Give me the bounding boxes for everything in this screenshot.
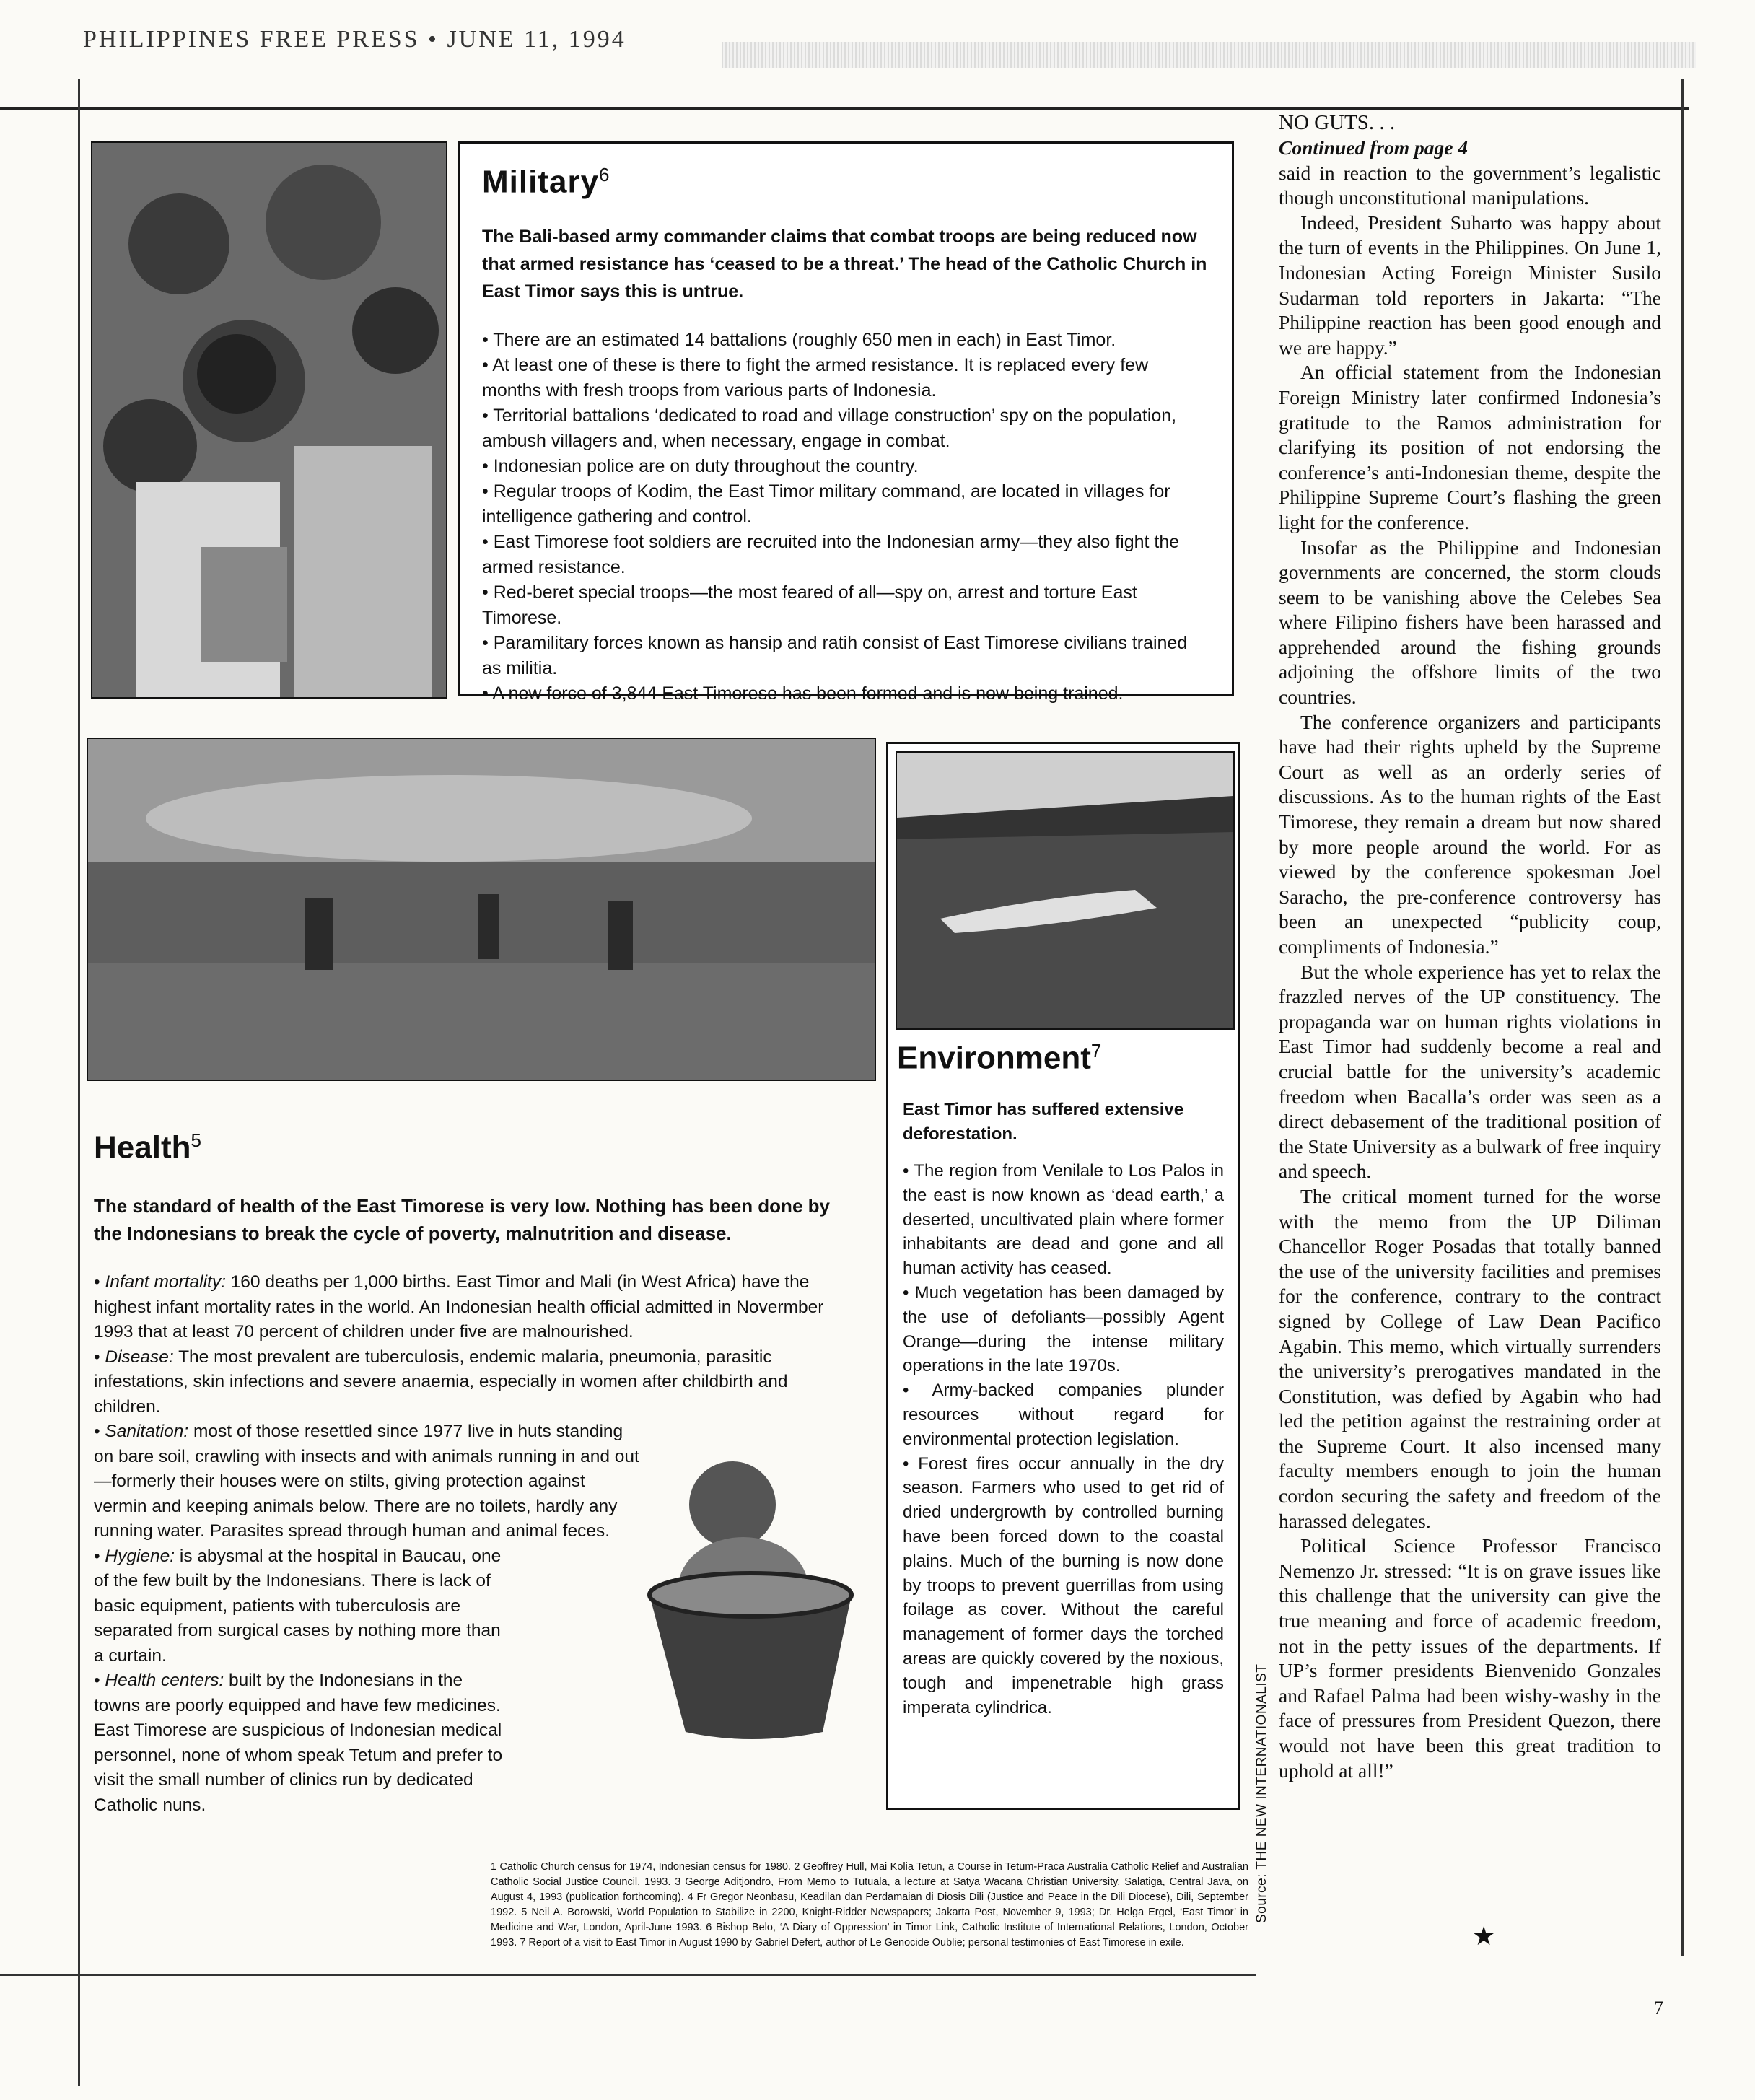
column-continued: Continued from page 4 [1279, 136, 1469, 159]
column-paragraph: An official statement from the Indonesian Foreign Ministry later confirmed Indonesia’s gratitude to the Ramos administration for clarifying its position of not endorsing the conference’s anti-Indonesian theme, despite the Philippine Supreme Court’s flashing the green light for the conference. [1279, 361, 1661, 533]
deforestation-photo [896, 751, 1235, 1030]
military-intro: The Bali-based army commander claims that combat troops are being reduced now that armed resistance has ‘ceased to be a threat.’ The head of the Catholic Church in East Timor says this is untrue. [482, 227, 1207, 302]
health-intro: The standard of health of the East Timorese is very low. Nothing has been done by the Indonesians to break the cycle of poverty, malnutrition and disease. [94, 1195, 830, 1244]
crowd-photo-image [92, 143, 446, 697]
environment-item: • The region from Venilale to Los Palos in the east is now known as ‘dead earth,’ a deserted, uncultivated plain where former inhabitants are dead and gone and all human activity has ceased. [903, 1161, 1224, 1279]
military-box [458, 141, 1234, 704]
source-credit: Source: THE NEW INTERNATIONALIST [1254, 1663, 1269, 1923]
column-paragraph: said in reaction to the government’s legalistic though unconstitutional manipulations. [1279, 161, 1661, 209]
environment-item: • Army-backed companies plunder resources without regard for environmental protection legislation. [903, 1381, 1224, 1449]
bottom-rule [0, 1974, 1256, 1976]
health-item: • Health centers: built by the Indonesians in the towns are poorly equipped and have few medicines. East Timorese are suspicious of Indonesian medical personnel, none of whom speak Tetum and prefer to visit the small number of clinics run by dedicated Catholic nuns. [94, 1671, 503, 1815]
column-heading: NO GUTS. . . [1279, 111, 1396, 134]
column-paragraph: Insofar as the Philippine and Indonesian governments are concerned, the storm clouds seem to be vanishing above the Celebes Sea where Filipino fishers have been harassed and apprehended around the fishing grounds adjoining the offshore limits of the two countries. [1279, 535, 1661, 709]
military-item: • East Timorese foot soldiers are recruited into the Indonesian army—they also fight the armed resistance. [482, 532, 1180, 577]
health-item: • Sanitation: most of those resettled since 1977 live in huts standing on bare soil, crawling with insects and with animals running in and out—formerly their houses were on stilts, giving protection against vermin and keeping animals below. There are no toilets, hardly any running water. Parasites spread through human and animal feces. [94, 1422, 639, 1541]
left-margin-rule [78, 79, 80, 2086]
masthead-text: PHILIPPINES FREE PRESS • JUNE 11, 1994 [83, 26, 626, 53]
environment-list [903, 1159, 1224, 1720]
military-item: • A new force of 3,844 East Timorese has been formed and is now being trained. [482, 683, 1124, 704]
landscape-photo [87, 738, 876, 1081]
landscape-photo-image [88, 739, 875, 1080]
masthead-band [722, 42, 1696, 68]
health-item: • Hygiene: is abysmal at the hospital in Baucau, one of the few built by the Indonesians. There is lack of basic equipment, patients with tuberculosis are separated from surgical cases by nothing more than a curtain. [94, 1546, 502, 1666]
military-item: • Territorial battalions ‘dedicated to road and village construction’ spy on the population, ambush villagers and, when necessary, engage in combat. [482, 406, 1177, 451]
crowd-photo [91, 141, 447, 699]
column-paragraph: But the whole experience has yet to relax the frazzled nerves of the UP constituency. The propaganda war on human rights violations in East Timor had suddenly become a real and crucial battle for the university’s academic freedom when Bacalla’s order was seen as a direct debasement of the traditional position of the State University as a bulwark of free inquiry and speech. [1279, 960, 1661, 1183]
health-item: • Disease: The most prevalent are tuberculosis, endemic malaria, pneumonia, parasitic infestations, skin infections and severe anaemia, especially in women after childbirth and children. [94, 1347, 788, 1417]
child-photo [635, 1451, 873, 1746]
environment-intro: East Timor has suffered extensive deforestation. [903, 1100, 1184, 1144]
environment-box [886, 742, 1240, 1810]
military-title: Military$^6$ [482, 164, 610, 200]
child-photo-image [635, 1451, 873, 1746]
column-paragraph: The conference organizers and participants have had their rights upheld by the Supreme Court as well as an orderly series of discussions. As to the human rights of the East Timorese, they remain a dream but now shared by more people around the world. For as viewed by the conference spokesman Joel Saracho, the pre-conference controversy has been an unexpected “publicity coup, compliments of Indonesia.” [1279, 710, 1661, 958]
military-item: • There are an estimated 14 battalions (roughly 650 men in each) in East Timor. [482, 330, 1116, 350]
right-margin-rule [1681, 79, 1684, 1956]
end-star-icon: ★ [1472, 1921, 1496, 1951]
military-item: • At least one of these is there to fight the armed resistance. It is replaced every few months with fresh troops from various parts of Indonesia. [482, 355, 1149, 401]
page-number: 7 [1654, 1998, 1663, 2018]
footnotes: 1 Catholic Church census for 1974, Indonesian census for 1980. 2 Geoffrey Hull, Mai Kolia Tetun, a Course in Tetum-Praca Australia Catholic Relief and Australian Catholic Social Justice Council, 1993. 3 George Aditjondro, From Memo to Tutuala, a lecture at Satya Wacana Christian University, Salatiga, Central Java, on August 4, 1993 (publication forthcoming). 4 Fr Gregor Neonbasu, Keadilan dan Perdamaian di Diosis Dili (Justice and Peace in the Dili Diocese), Dili, September 1992. 5 Neil A. Borowski, World Population to Stabilize in 2200, Knight-Ridder Newspapers; Jakarta Post, November 9, 1993; Dr. Helga Ergel, ‘East Timor’ in Medicine and War, London, April-June 1993. 6 Bishop Belo, ‘A Diary of Oppression’ in Timor Link, Catholic Institute of International Relations, London, October 1993. 7 Report of a visit to East Timor in August 1990 by Gabriel Defert, author of Le Genocide Oublie; personal testimonies of East Timorese in exile. [491, 1861, 1248, 1948]
military-item: • Regular troops of Kodim, the East Timor military command, are located in villages for intelligence gathering and control. [482, 481, 1170, 527]
military-item: • Indonesian police are on duty throughout the country. [482, 456, 919, 476]
military-item: • Paramilitary forces known as hansip and ratih consist of East Timorese civilians trained as militia. [482, 633, 1188, 678]
environment-item: • Much vegetation has been damaged by the use of defoliants—possibly Agent Orange—during the intense military operations in the late 1970s. [903, 1282, 1224, 1376]
masthead [0, 0, 1755, 79]
military-item: • Red-beret special troops—the most feared of all—spy on, arrest and torture East Timorese. [482, 582, 1137, 628]
environment-item: • Forest fires occur annually in the dry season. Farmers who used to get rid of dried undergrowth by controlled burning have been forced down to the coastal plains. Much of the burning is now done by troops to prevent guerrillas from using foilage as cover. Without the careful management of former days the torched areas are quickly covered by the noxious, tough and impenetrable high grass imperata cylindrica. [903, 1453, 1224, 1718]
environment-title: Environment$^7$ [897, 1040, 1102, 1076]
no-guts-column [1279, 110, 1661, 1783]
column-paragraph: The critical moment turned for the worse with the memo from the UP Diliman Chancellor Roger Posadas that totally banned the use of the university facilities and premises for the conference, contrary to the contract signed by College of Law Dean Pacifico Agabin. This memo, which virtually surrenders the university’s prerogatives mandated in the Constitution, was defied by Agabin who had led the petition against the restraining order at the Supreme Court. It also incensed many faculty members enough to join the human cordon securing the safety and freedom of the harassed delegates. [1279, 1184, 1661, 1532]
health-title: Health$^5$ [94, 1129, 201, 1165]
column-paragraph: Indeed, President Suharto was happy about the turn of events in the Philippines. On June 1, Indonesian Acting Foreign Minister Susilo Sudarman told reporters in Jakarta: “The Philippine reaction has been good enough and we are happy.” [1279, 211, 1661, 359]
military-list [482, 328, 1211, 706]
deforestation-photo-image [897, 753, 1233, 1028]
health-item: • Infant mortality: 160 deaths per 1,000 births. East Timor and Mali (in West Africa) have the highest infant mortality rates in the world. An Indonesian health official admitted in Novermber 1993 that at least 70 percent of children under five are malnourished. [94, 1272, 824, 1342]
column-paragraph: Political Science Professor Francisco Nemenzo Jr. stressed: “It is on grave issues like this challenge that the university can give the true meaning and force of academic freedom, not in the petty issues of the departments. If UP’s former presidents Bienvenido Gonzales and Rafael Palma had been wishy-washy in the face of pressures from President Quezon, there would not have been this great tradition to uphold at all!” [1279, 1534, 1661, 1782]
